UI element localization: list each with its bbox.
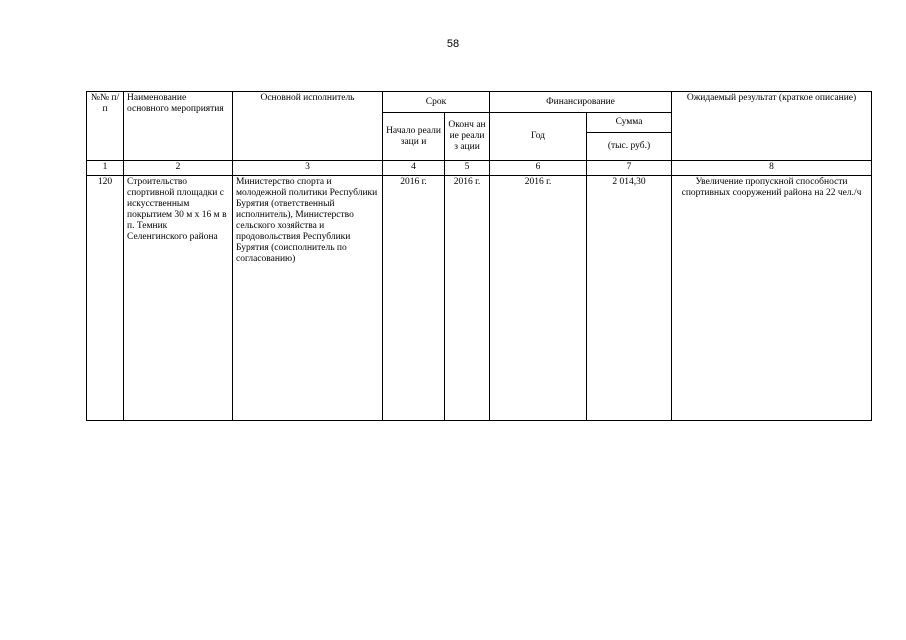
page-number: 58 xyxy=(446,38,460,50)
header-name: Наименование основного мероприятия xyxy=(124,92,233,161)
row-end: 2016 г. xyxy=(445,176,490,421)
table-row xyxy=(87,176,872,421)
column-number: 7 xyxy=(587,161,672,176)
activities-table xyxy=(86,91,872,421)
column-numbers-row xyxy=(87,161,872,176)
header-row-1 xyxy=(87,92,872,113)
column-number: 2 xyxy=(124,161,233,176)
column-number: 3 xyxy=(233,161,383,176)
row-result: Увеличение пропускной способности спортивных сооружений района на 22 чел./ч xyxy=(672,176,872,421)
row-sum: 2 014,30 xyxy=(587,176,672,421)
column-number: 1 xyxy=(87,161,124,176)
header-num: №№ п/п xyxy=(87,92,124,161)
row-executor: Министерство спорта и молодежной политики Республики Бурятия (ответственный исполнитель), Министерство сельского хозяйства и продовольствия Республики Бурятия (соисполнитель по согласованию) xyxy=(233,176,383,421)
column-number: 6 xyxy=(490,161,587,176)
column-number: 8 xyxy=(672,161,872,176)
header-sum-unit: (тыс. руб.) xyxy=(587,133,672,161)
row-num: 120 xyxy=(87,176,124,421)
header-sum: Сумма xyxy=(587,113,672,133)
header-term-start: Начало реализаци и xyxy=(383,113,445,161)
row-name: Строительство спортивной площадки с искусственным покрытием 30 м х 16 м в п. Темник Селенгинского района xyxy=(124,176,233,421)
header-term-end: Оконч ание реализ ации xyxy=(445,113,490,161)
header-term: Срок xyxy=(383,92,490,113)
row-start: 2016 г. xyxy=(383,176,445,421)
header-result: Ожидаемый результат (краткое описание) xyxy=(672,92,872,161)
column-number: 4 xyxy=(383,161,445,176)
header-financing: Финансирование xyxy=(490,92,672,113)
header-year: Год xyxy=(490,113,587,161)
column-number: 5 xyxy=(445,161,490,176)
header-executor: Основной исполнитель xyxy=(233,92,383,161)
row-year: 2016 г. xyxy=(490,176,587,421)
